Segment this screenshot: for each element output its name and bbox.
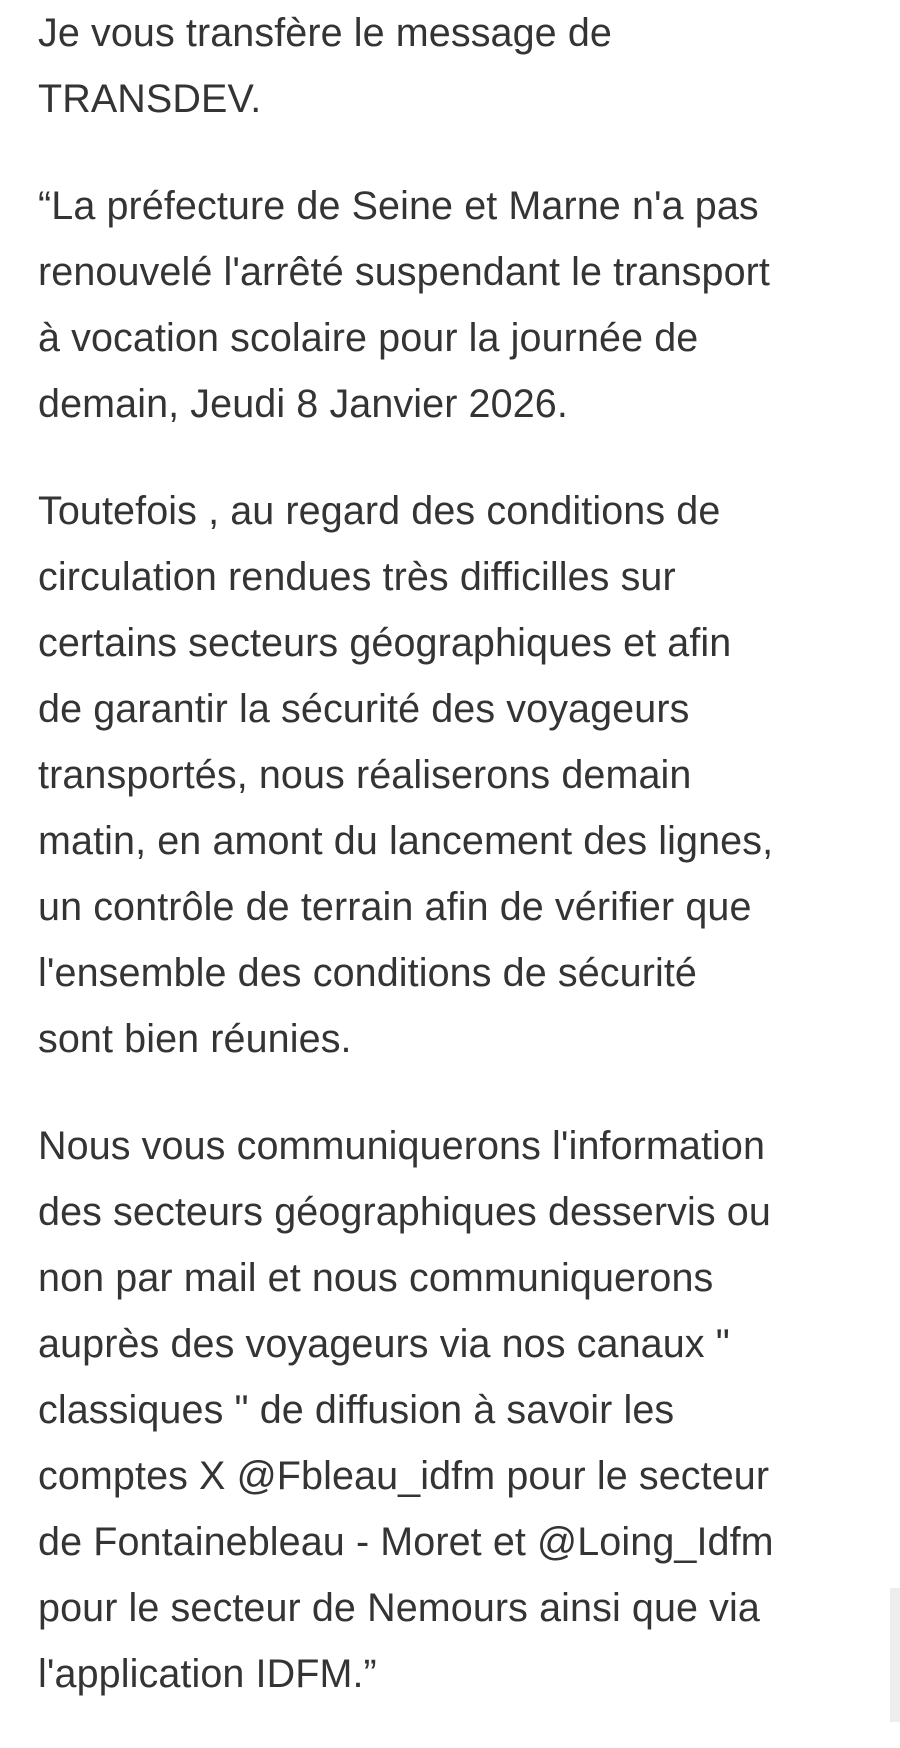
paragraph-intro (38, 0, 868, 132)
message-line: Je vous transfère le message de (38, 11, 612, 55)
paragraph-conditions (38, 478, 868, 1072)
paragraph-prefecture (38, 173, 868, 437)
message-line: Nous vous communiquerons l'information (38, 1124, 766, 1168)
message-line: des secteurs géographiques desservis ou (38, 1190, 771, 1234)
message-line: “La préfecture de Seine et Marne n'a pas (38, 184, 759, 228)
message-body (38, 0, 868, 1748)
message-line: renouvelé l'arrêté suspendant le transport (38, 250, 770, 294)
message-line: transportés, nous réaliserons demain (38, 753, 692, 797)
message-line: matin, en amont du lancement des lignes, (38, 819, 774, 863)
message-line: TRANSDEV. (38, 77, 262, 121)
scroll-edge (890, 1588, 900, 1722)
message-line: pour le secteur de Nemours ainsi que via (38, 1586, 760, 1630)
message-line: Toutefois , au regard des conditions de (38, 489, 721, 533)
message-line: demain, Jeudi 8 Janvier 2026. (38, 382, 568, 426)
message-line: l'ensemble des conditions de sécurité (38, 951, 697, 995)
paragraph-communication (38, 1113, 868, 1707)
message-line: l'application IDFM.” (38, 1652, 377, 1696)
message-line: auprès des voyageurs via nos canaux " (38, 1322, 730, 1366)
message-line: à vocation scolaire pour la journée de (38, 316, 699, 360)
message-line: circulation rendues très difficilles sur (38, 555, 676, 599)
message-line: comptes X @Fbleau_idfm pour le secteur (38, 1454, 770, 1498)
message-line: de Fontainebleau - Moret et @Loing_Idfm (38, 1520, 774, 1564)
message-line: un contrôle de terrain afin de vérifier que (38, 885, 752, 929)
message-line: classiques " de diffusion à savoir les (38, 1388, 675, 1432)
message-line: de garantir la sécurité des voyageurs (38, 687, 690, 731)
message-line: sont bien réunies. (38, 1017, 352, 1061)
message-line: non par mail et nous communiquerons (38, 1256, 714, 1300)
message-line: certains secteurs géographiques et afin (38, 621, 732, 665)
